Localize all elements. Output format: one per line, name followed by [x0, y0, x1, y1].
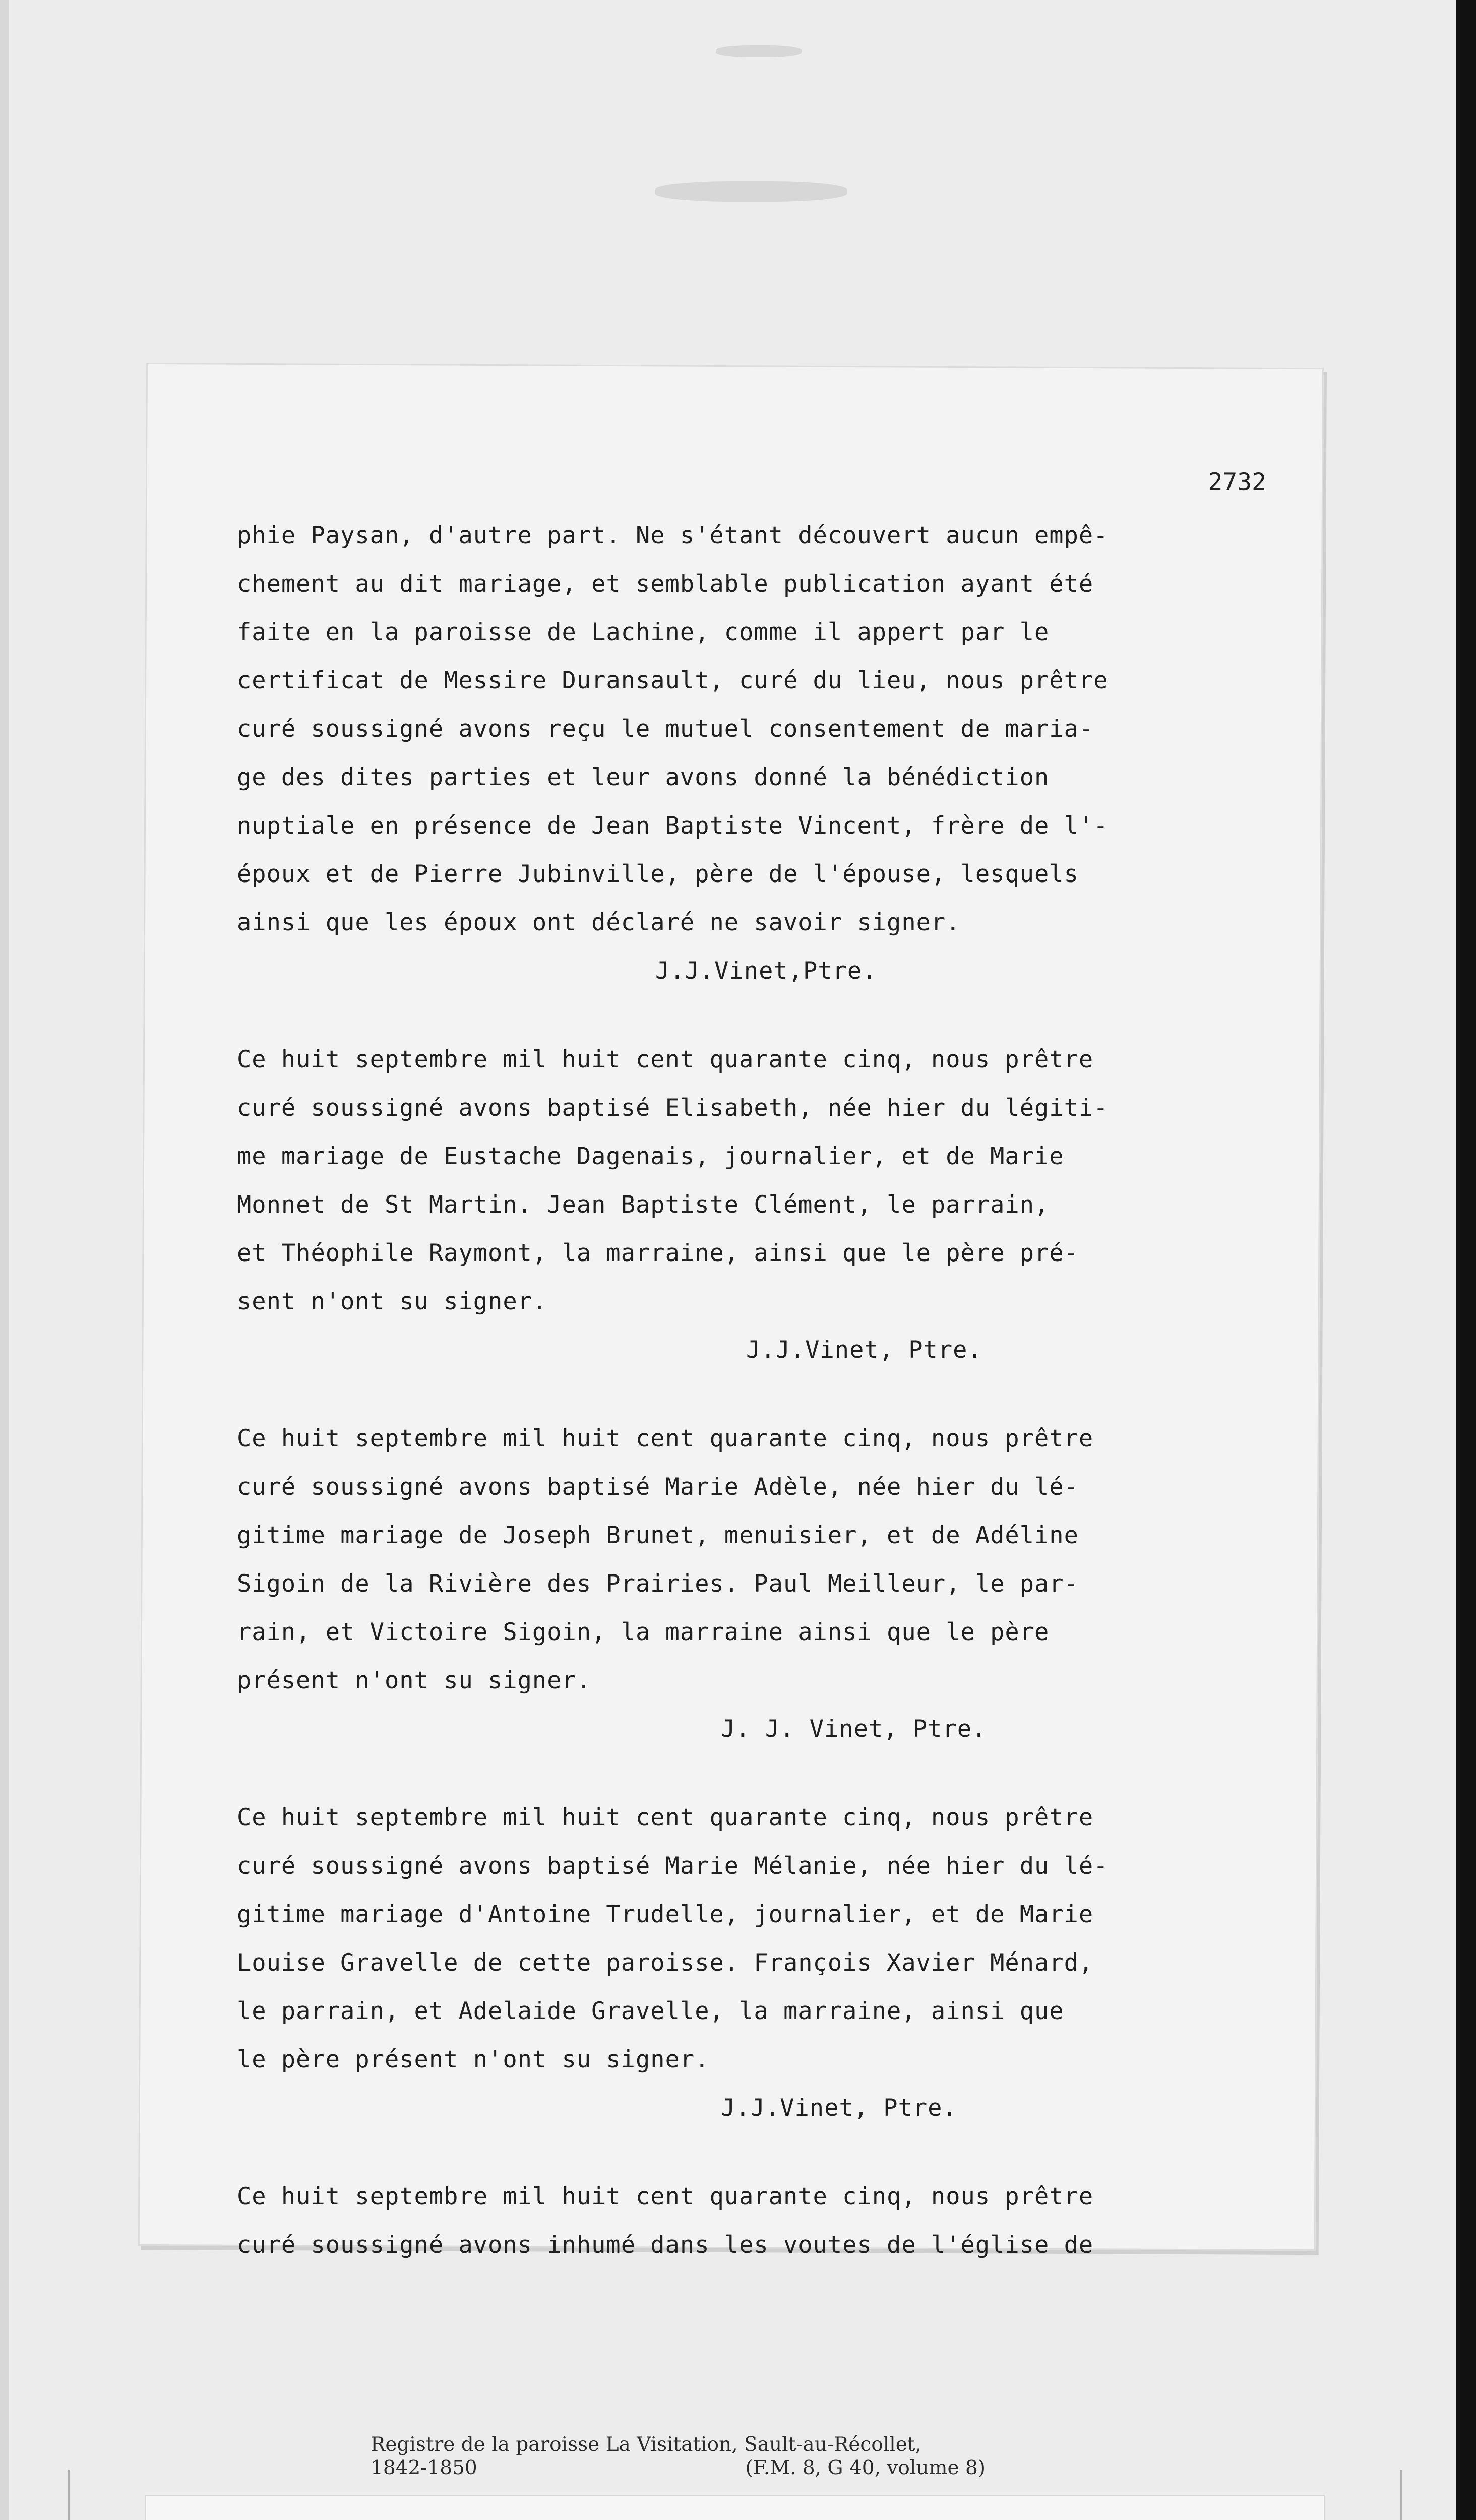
text-line: Louise Gravelle de cette paroisse. François Xavier Ménard,: [237, 1949, 1094, 1977]
entry-gap: [237, 995, 1220, 1036]
text-line: Sigoin de la Rivière des Prairies. Paul Meilleur, le par-: [237, 1570, 1079, 1598]
text-line: Ce huit septembre mil huit cent quarante cinq, nous prêtre: [237, 1046, 1094, 1074]
text-line: ge des dites parties et leur avons donné la bénédiction: [237, 764, 1050, 791]
text-line: et Théophile Raymont, la marraine, ainsi que le père pré-: [237, 1239, 1079, 1267]
archives-label-card: [68, 2470, 1402, 2520]
text-line: ainsi que les époux ont déclaré ne savoir signer.: [237, 909, 961, 936]
entry-gap: [237, 2132, 1220, 2173]
film-smudge: [655, 181, 847, 202]
text-line: chement au dit mariage, et semblable publication ayant été: [237, 570, 1094, 598]
text-line: phie Paysan, d'autre part. Ne s'étant découvert aucun empê-: [237, 522, 1109, 549]
priest-signature: J. J. Vinet, Ptre.: [721, 1715, 987, 1743]
text-line: le père présent n'ont su signer.: [237, 2046, 710, 2073]
film-smudge: [716, 45, 802, 57]
priest-signature: J.J.Vinet, Ptre.: [746, 1336, 982, 1364]
text-line: sent n'ont su signer.: [237, 1288, 547, 1315]
text-line: Ce huit septembre mil huit cent quarante cinq, nous prêtre: [237, 1804, 1094, 1832]
text-line: Ce huit septembre mil huit cent quarante cinq, nous prêtre: [237, 1425, 1094, 1453]
caption-line: Registre de la paroisse La Visitation, Sault-au-Récollet,: [371, 2433, 921, 2456]
entry-gap: [237, 1374, 1220, 1415]
text-line: curé soussigné avons reçu le mutuel consentement de maria-: [237, 715, 1094, 743]
text-line: époux et de Pierre Jubinville, père de l'épouse, lesquels: [237, 860, 1079, 888]
page-number: 2732: [1208, 468, 1267, 496]
priest-signature: J.J.Vinet, Ptre.: [721, 2094, 957, 2122]
text-line: faite en la paroisse de Lachine, comme il appert par le: [237, 618, 1050, 646]
text-line: gitime mariage de Joseph Brunet, menuisier, et de Adéline: [237, 1522, 1079, 1549]
text-line: présent n'ont su signer.: [237, 1667, 592, 1694]
priest-signature: J.J.Vinet,Ptre.: [655, 957, 877, 985]
caption-years: 1842-1850: [371, 2456, 477, 2479]
text-line: curé soussigné avons baptisé Elisabeth, née hier du légiti-: [237, 1094, 1109, 1122]
archives-label: [145, 2495, 1325, 2520]
text-line: curé soussigné avons inhumé dans les voutes de l'église de: [237, 2231, 1094, 2259]
text-line: nuptiale en présence de Jean Baptiste Vincent, frère de l'-: [237, 812, 1109, 840]
text-line: curé soussigné avons baptisé Marie Adèle, née hier du lé-: [237, 1473, 1079, 1501]
text-line: le parrain, et Adelaide Gravelle, la marraine, ainsi que: [237, 1997, 1064, 2025]
register-text: [237, 512, 1220, 2270]
text-line: rain, et Victoire Sigoin, la marraine ainsi que le père: [237, 1618, 1050, 1646]
text-line: me mariage de Eustache Dagenais, journalier, et de Marie: [237, 1143, 1064, 1170]
text-line: Monnet de St Martin. Jean Baptiste Clément, le parrain,: [237, 1191, 1050, 1219]
film-edge-left: [0, 0, 9, 2520]
film-edge-right: [1456, 0, 1476, 2520]
text-line: gitime mariage d'Antoine Trudelle, journalier, et de Marie: [237, 1901, 1094, 1928]
text-line: Ce huit septembre mil huit cent quarante cinq, nous prêtre: [237, 2183, 1094, 2211]
caption-reference: (F.M. 8, G 40, volume 8): [745, 2456, 986, 2479]
text-line: certificat de Messire Duransault, curé du lieu, nous prêtre: [237, 667, 1109, 695]
text-line: curé soussigné avons baptisé Marie Mélanie, née hier du lé-: [237, 1852, 1109, 1880]
entry-gap: [237, 1753, 1220, 1794]
